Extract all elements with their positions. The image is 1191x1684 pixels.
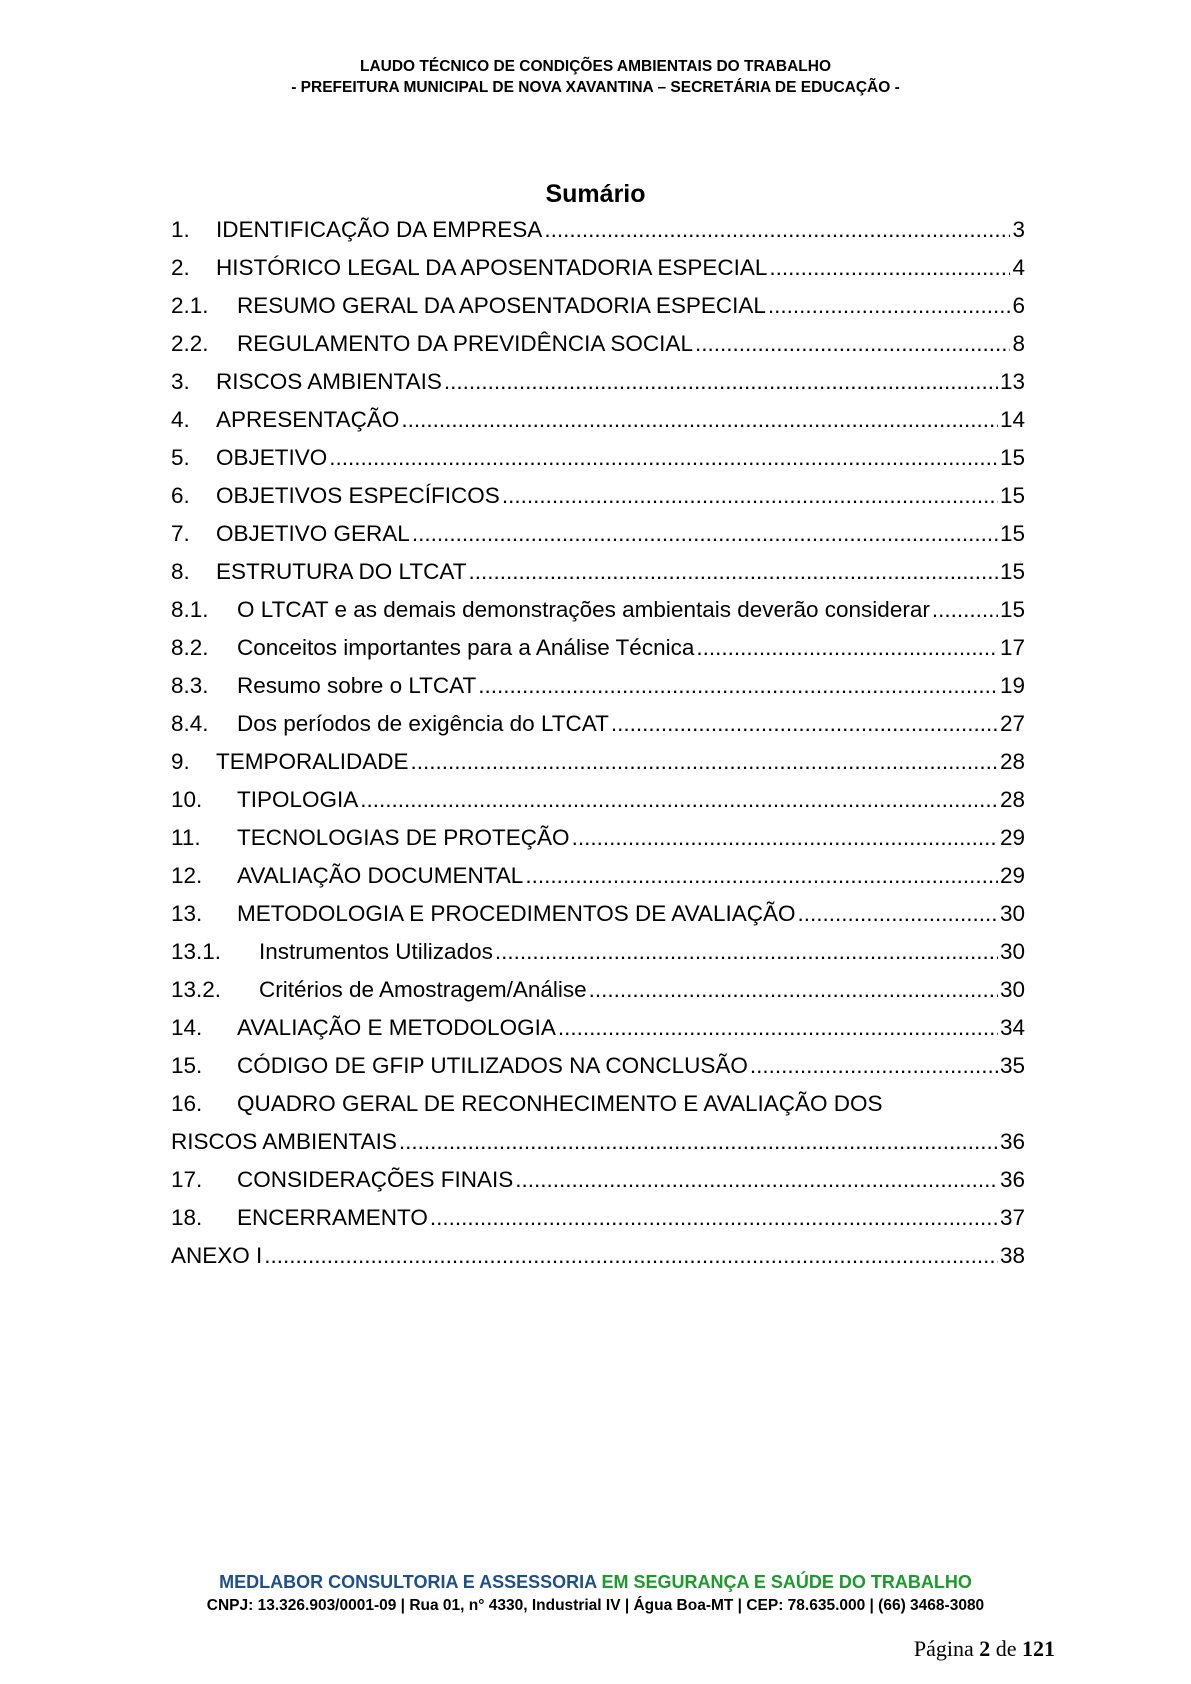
toc-entry-label: Dos períodos de exigência do LTCAT — [237, 711, 609, 736]
toc-entry-page: 15 — [999, 483, 1025, 508]
toc-entry-number: 2.2. — [171, 331, 209, 356]
toc-entry-leader — [525, 857, 998, 895]
toc-entry-leader — [695, 325, 1011, 363]
toc-entry-label: RISCOS AMBIENTAIS — [216, 369, 442, 394]
toc-entry-leader — [696, 629, 998, 667]
toc-entry-label: Critérios de Amostragem/Análise — [259, 977, 587, 1002]
toc-entry-number: 10. — [171, 787, 203, 812]
toc-entry[interactable] — [171, 401, 1025, 439]
toc-entry-page: 34 — [999, 1015, 1025, 1040]
toc-entry-label: TIPOLOGIA — [237, 787, 359, 812]
toc-entry-page: 36 — [999, 1167, 1025, 1192]
toc-entry-number: 8.2. — [171, 635, 209, 660]
toc-entry-leader — [412, 515, 998, 553]
toc-entry[interactable] — [171, 895, 1025, 933]
toc-entry-label: HISTÓRICO LEGAL DA APOSENTADORIA ESPECIAL — [216, 255, 768, 280]
toc-entry-page: 30 — [999, 977, 1025, 1002]
toc-entry-leader — [444, 363, 998, 401]
toc-entry-leader — [411, 743, 998, 781]
toc-entry-label: RESUMO GERAL DA APOSENTADORIA ESPECIAL — [237, 293, 766, 318]
toc-entry-leader — [478, 667, 998, 705]
toc-entry-number: 6. — [171, 483, 190, 508]
toc-entry[interactable] — [171, 439, 1025, 477]
toc-entry-number: 18. — [171, 1205, 203, 1230]
toc-entry[interactable] — [171, 591, 1025, 629]
toc-entry-page: 28 — [999, 787, 1025, 812]
toc-entry-leader — [558, 1009, 998, 1047]
toc-entry-number: 11. — [171, 825, 201, 850]
page-current: 2 — [979, 1636, 991, 1661]
toc-entry-label: AVALIAÇÃO E METODOLOGIA — [237, 1015, 556, 1040]
toc-entry-page: 15 — [999, 445, 1025, 470]
toc-entry-number: 9. — [171, 749, 190, 774]
toc-entry-label: TEMPORALIDADE — [216, 749, 409, 774]
toc-entry-label: APRESENTAÇÃO — [216, 407, 400, 432]
toc-entry-number: 2. — [171, 255, 190, 280]
toc-entry[interactable] — [171, 553, 1025, 591]
toc-entry-number: 8.1. — [171, 597, 209, 622]
toc-entry[interactable] — [171, 1237, 1025, 1275]
toc-entry-number: 8.3. — [171, 673, 209, 698]
toc-entry-leader — [401, 401, 998, 439]
toc-entry[interactable] — [171, 515, 1025, 553]
page-total: 121 — [1022, 1636, 1055, 1661]
toc-entry-number: 8. — [171, 559, 190, 584]
toc-entry[interactable] — [171, 819, 1025, 857]
toc-title: Sumário — [545, 180, 646, 208]
header-subtitle: - PREFEITURA MUNICIPAL DE NOVA XAVANTINA – SECRETÁRIA DE EDUCAÇÃO - — [291, 79, 900, 96]
toc-entry[interactable] — [171, 1199, 1025, 1237]
toc-entry[interactable] — [171, 1009, 1025, 1047]
toc-entry[interactable] — [171, 249, 1025, 287]
toc-entry-number: 1. — [171, 217, 190, 242]
toc-entry-label: AVALIAÇÃO DOCUMENTAL — [237, 863, 524, 888]
footer-contact: CNPJ: 13.326.903/0001-09 | Rua 01, n° 4330, Industrial IV | Água Boa-MT | CEP: 78.635.000 | (66) 3468-3080 — [206, 1597, 985, 1614]
toc-entry-leader — [932, 591, 998, 629]
toc-entry-page: 36 — [999, 1129, 1025, 1154]
toc-entry-page: 3 — [1012, 217, 1025, 242]
footer-company-name: MEDLABOR CONSULTORIA E ASSESSORIA — [219, 1572, 597, 1592]
toc-entry[interactable] — [171, 933, 1025, 971]
toc-entry[interactable] — [171, 971, 1025, 1009]
toc-entry-label-continued: RISCOS AMBIENTAIS — [171, 1129, 397, 1154]
toc-entry-leader — [399, 1123, 998, 1161]
toc-entry-label: METODOLOGIA E PROCEDIMENTOS DE AVALIAÇÃO — [237, 901, 796, 926]
toc-entry[interactable] — [171, 1047, 1025, 1085]
toc-entry-number: 8.4. — [171, 711, 209, 736]
toc-entry-page: 8 — [1012, 331, 1025, 356]
toc-entry-label: OBJETIVOS ESPECÍFICOS — [216, 483, 500, 508]
toc-entry-number: 17. — [171, 1167, 203, 1192]
toc-entry-label: CÓDIGO DE GFIP UTILIZADOS NA CONCLUSÃO — [237, 1053, 748, 1078]
toc-entry-page: 27 — [999, 711, 1025, 736]
toc-entry-number: 7. — [171, 521, 190, 546]
toc-entry[interactable] — [171, 1161, 1025, 1199]
toc-entry-leader — [430, 1199, 998, 1237]
toc-entry-page: 6 — [1012, 293, 1025, 318]
toc-entry-page: 15 — [999, 559, 1025, 584]
toc-entry[interactable] — [171, 287, 1025, 325]
toc-entry-leader — [502, 477, 998, 515]
toc-entry-page: 30 — [999, 939, 1025, 964]
toc-entry-page: 29 — [999, 863, 1025, 888]
toc-entry-number: 13.1. — [171, 939, 222, 964]
toc-entry-number: 4. — [171, 407, 190, 432]
toc-entry-label: REGULAMENTO DA PREVIDÊNCIA SOCIAL — [237, 331, 693, 356]
toc-entry-label: O LTCAT e as demais demonstrações ambientais deverão considerar — [237, 597, 930, 622]
toc-entry-label: ANEXO I — [171, 1243, 263, 1268]
toc-entry[interactable] — [171, 743, 1025, 781]
toc-entry-label: Conceitos importantes para a Análise Técnica — [237, 635, 695, 660]
toc-entry-number: 15. — [171, 1053, 203, 1078]
toc-entry-number: 13.2. — [171, 977, 222, 1002]
toc-entry-page: 38 — [999, 1243, 1025, 1268]
toc-entry-number: 16. — [171, 1091, 203, 1116]
toc-entry[interactable] — [171, 705, 1025, 743]
toc-entry-number: 5. — [171, 445, 190, 470]
document-header — [0, 56, 1191, 98]
toc-entry-page: 37 — [999, 1205, 1025, 1230]
toc-entry-page: 29 — [999, 825, 1025, 850]
toc-entry[interactable] — [171, 629, 1025, 667]
toc-entry-label: CONSIDERAÇÕES FINAIS — [237, 1167, 514, 1192]
toc-entry[interactable] — [171, 363, 1025, 401]
toc-entry-leader — [768, 287, 1011, 325]
toc-entry-page: 30 — [999, 901, 1025, 926]
toc-entry[interactable] — [171, 667, 1025, 705]
toc-entry-page: 35 — [999, 1053, 1025, 1078]
toc-entry-leader — [544, 211, 1010, 249]
toc-entry[interactable] — [171, 477, 1025, 515]
toc-entry-number: 2.1. — [171, 293, 209, 318]
toc-entry-leader — [572, 819, 998, 857]
toc-entry[interactable] — [171, 781, 1025, 819]
toc-entry-leader — [750, 1047, 998, 1085]
toc-entry-page: 15 — [999, 597, 1025, 622]
toc-entry-page: 14 — [999, 407, 1025, 432]
toc-entry-page: 13 — [999, 369, 1025, 394]
footer-company-tagline: EM SEGURANÇA E SAÚDE DO TRABALHO — [601, 1572, 972, 1592]
toc-entry-page: 15 — [999, 521, 1025, 546]
toc-entry-page: 17 — [999, 635, 1025, 660]
footer-company — [0, 1572, 1191, 1593]
toc-entry-label: OBJETIVO GERAL — [216, 521, 410, 546]
toc-entry-label: TECNOLOGIAS DE PROTEÇÃO — [237, 825, 570, 850]
toc-entry-leader — [495, 933, 998, 971]
toc-entry-number: 3. — [171, 369, 190, 394]
table-of-contents — [171, 211, 1025, 1275]
toc-entry-label: ESTRUTURA DO LTCAT — [216, 559, 467, 584]
header-title: LAUDO TÉCNICO DE CONDIÇÕES AMBIENTAIS DO TRABALHO — [359, 58, 832, 75]
toc-entry[interactable] — [171, 1085, 1025, 1161]
toc-entry-leader — [468, 553, 998, 591]
toc-entry-number: 12. — [171, 863, 203, 888]
toc-entry[interactable] — [171, 325, 1025, 363]
toc-entry-label: Resumo sobre o LTCAT — [237, 673, 477, 698]
toc-entry-leader — [264, 1237, 998, 1275]
toc-entry-label: QUADRO GERAL DE RECONHECIMENTO E AVALIAÇÃO DOS — [237, 1091, 883, 1116]
toc-entry-page: 4 — [1012, 255, 1025, 280]
toc-entry-leader — [360, 781, 998, 819]
toc-entry-label: ENCERRAMENTO — [237, 1205, 428, 1230]
toc-entry-number: 14. — [171, 1015, 203, 1040]
toc-entry-leader — [611, 705, 998, 743]
toc-entry[interactable] — [171, 211, 1025, 249]
toc-entry-leader — [515, 1161, 998, 1199]
toc-entry-label: IDENTIFICAÇÃO DA EMPRESA — [216, 217, 543, 242]
toc-entry-leader — [797, 895, 998, 933]
toc-entry-number: 13. — [171, 901, 203, 926]
toc-entry-leader — [329, 439, 998, 477]
toc-entry-label: Instrumentos Utilizados — [259, 939, 493, 964]
page-number: Página 2 de 121 — [913, 1636, 1055, 1661]
toc-entry-label: OBJETIVO — [216, 445, 328, 470]
toc-entry-leader — [589, 971, 998, 1009]
toc-entry-page: 28 — [999, 749, 1025, 774]
toc-entry-page: 19 — [999, 673, 1025, 698]
toc-entry[interactable] — [171, 857, 1025, 895]
toc-entry-leader — [769, 249, 1010, 287]
